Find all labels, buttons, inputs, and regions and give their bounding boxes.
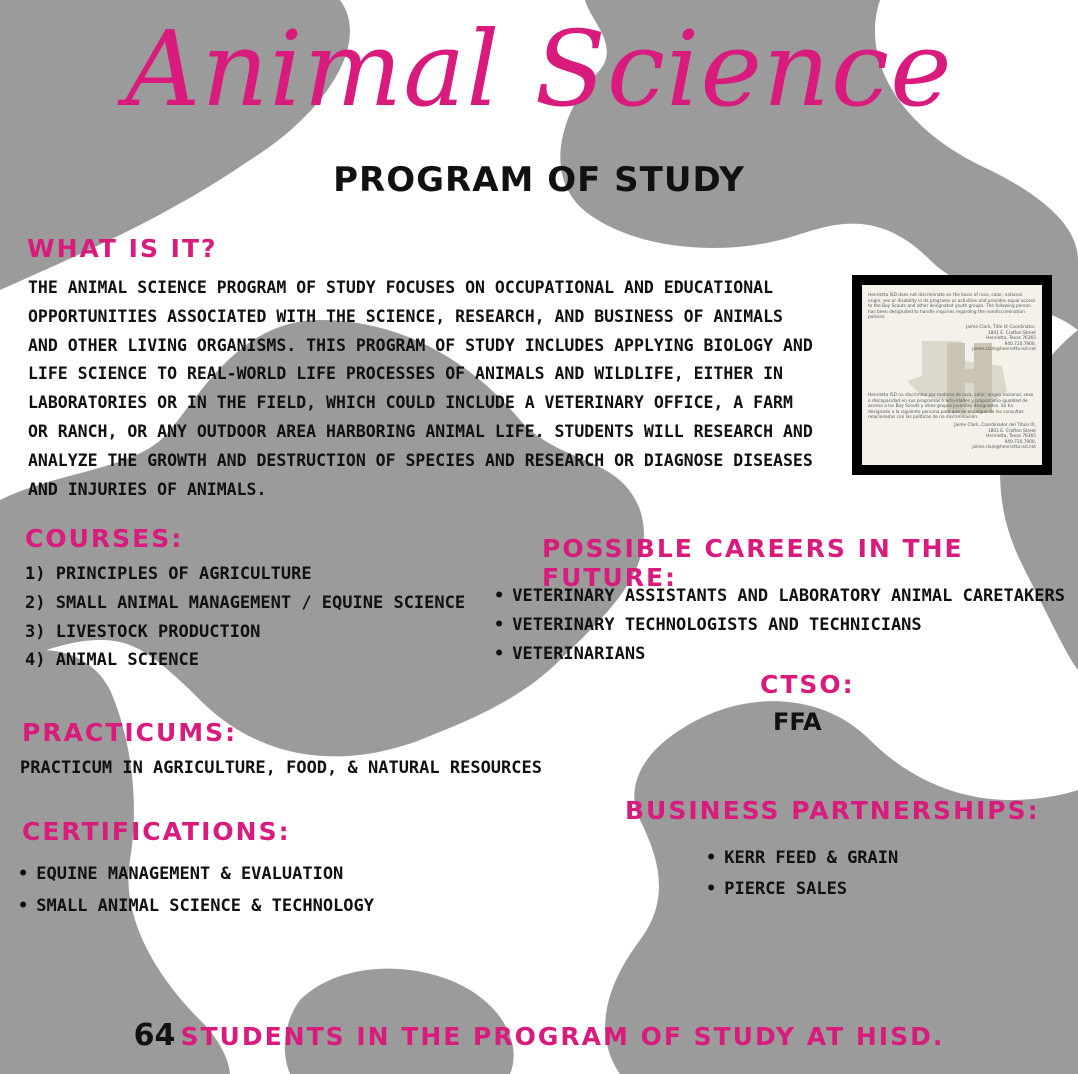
certifications-heading: CERTIFICATIONS:	[22, 817, 291, 846]
certifications-list	[18, 858, 374, 922]
ctso-heading: CTSO:	[760, 670, 855, 699]
what-is-it-heading: WHAT IS IT?	[27, 234, 218, 263]
notice-spanish-contact: Jaime Clark, Coordinador del Título IX, 1801 E. Crafton Street Henrietta, Texas 76365 940.720.7900, jaime.clark@henrietta-isd.net	[954, 423, 1036, 451]
notice-english-contact: Jaime Clark, Title IX Coordinator, 1801 E. Crafton Street Henrietta, Texas 76365 940.720.7900, jaime.clark@henrietta-isd.net	[966, 325, 1036, 353]
list-item: 3) LIVESTOCK PRODUCTION	[25, 621, 261, 642]
list-item: • VETERINARY ASSISTANTS AND LABORATORY ANIMAL CARETAKERS	[494, 582, 1065, 611]
list-item: PRACTICUM IN AGRICULTURE, FOOD, & NATURAL RESOURCES	[20, 758, 542, 778]
page-title: Animal Science	[125, 8, 953, 130]
notice-spanish: Henrietta ISD no discrimina por motivos de raza, color, origen nacional, sexo o discapacidad en sus programas o actividades y proporciona igualdad de acceso a los Boy Scouts y otros grupos juveniles designados. Se ha designado a la siguiente persona para que se encargue de las consultas relacionadas con las políticas de no discriminación:	[868, 393, 1034, 421]
list-item: 2) SMALL ANIMAL MANAGEMENT / EQUINE SCIENCE	[25, 592, 466, 613]
practicums-list	[20, 754, 542, 783]
careers-heading: POSSIBLE CAREERS IN THE FUTURE:	[542, 534, 964, 592]
ctso-value: FFA	[773, 708, 822, 736]
what-is-it-body: THE ANIMAL SCIENCE PROGRAM OF STUDY FOCUSES ON OCCUPATIONAL AND EDUCATIONAL OPPORTUNITIES ASSOCIATED WITH THE SCIENCE, RESEARCH, AND BUSINESS OF ANIMALS AND OTHER LIVING ORGANISMS. THIS PROGRAM OF STUDY INCLUDES APPLYING BIOLOGY AND LIFE SCIENCE TO REAL-WORLD LIFE PROCESSES OF ANIMALS AND WILDLIFE, EITHER IN LABORATORIES OR IN THE FIELD, WHICH COULD INCLUDE A VETERINARY OFFICE, A FARM OR RANCH, OR ANY OUTDOOR AREA HARBORING ANIMAL LIFE. STUDENTS WILL RESEARCH AND ANALYZE THE GROWTH AND DESTRUCTION OF SPECIES AND RESEARCH OR DIAGNOSE DISEASES AND INJURIES OF ANIMALS.	[28, 278, 813, 499]
students-count-footer	[0, 1018, 1078, 1053]
courses-list	[25, 560, 465, 675]
partnerships-heading: BUSINESS PARTNERSHIPS:	[625, 796, 1040, 825]
notice-english: Henrietta ISD does not discriminate on the basis of race, color, national origin, sex or disability in its programs or activities and provides equal access to the Boy Scouts and other designated youth groups. The following person has been designated to handle inquiries regarding the nondiscrimination policies:	[868, 293, 1036, 321]
partnerships-list	[706, 843, 898, 905]
page-subtitle: PROGRAM OF STUDY	[333, 160, 745, 200]
courses-heading: COURSES:	[25, 524, 184, 553]
students-count-text: STUDENTS IN THE PROGRAM OF STUDY AT HISD.	[180, 1022, 945, 1051]
nondiscrimination-notice	[852, 275, 1052, 475]
list-item: • SMALL ANIMAL SCIENCE & TECHNOLOGY	[18, 890, 374, 922]
list-item: • PIERCE SALES	[706, 874, 898, 905]
list-item: • VETERINARY TECHNOLOGISTS AND TECHNICIANS	[494, 611, 1065, 640]
careers-list	[494, 582, 1065, 668]
list-item: • KERR FEED & GRAIN	[706, 843, 898, 874]
notice-paper	[862, 285, 1042, 465]
list-item: 4) ANIMAL SCIENCE	[25, 650, 199, 671]
list-item: • EQUINE MANAGEMENT & EVALUATION	[18, 858, 374, 890]
list-item: • VETERINARIANS	[494, 640, 1065, 669]
list-item: 1) PRINCIPLES OF AGRICULTURE	[25, 564, 312, 584]
students-count: 64	[133, 1018, 176, 1053]
practicums-heading: PRACTICUMS:	[22, 718, 238, 747]
